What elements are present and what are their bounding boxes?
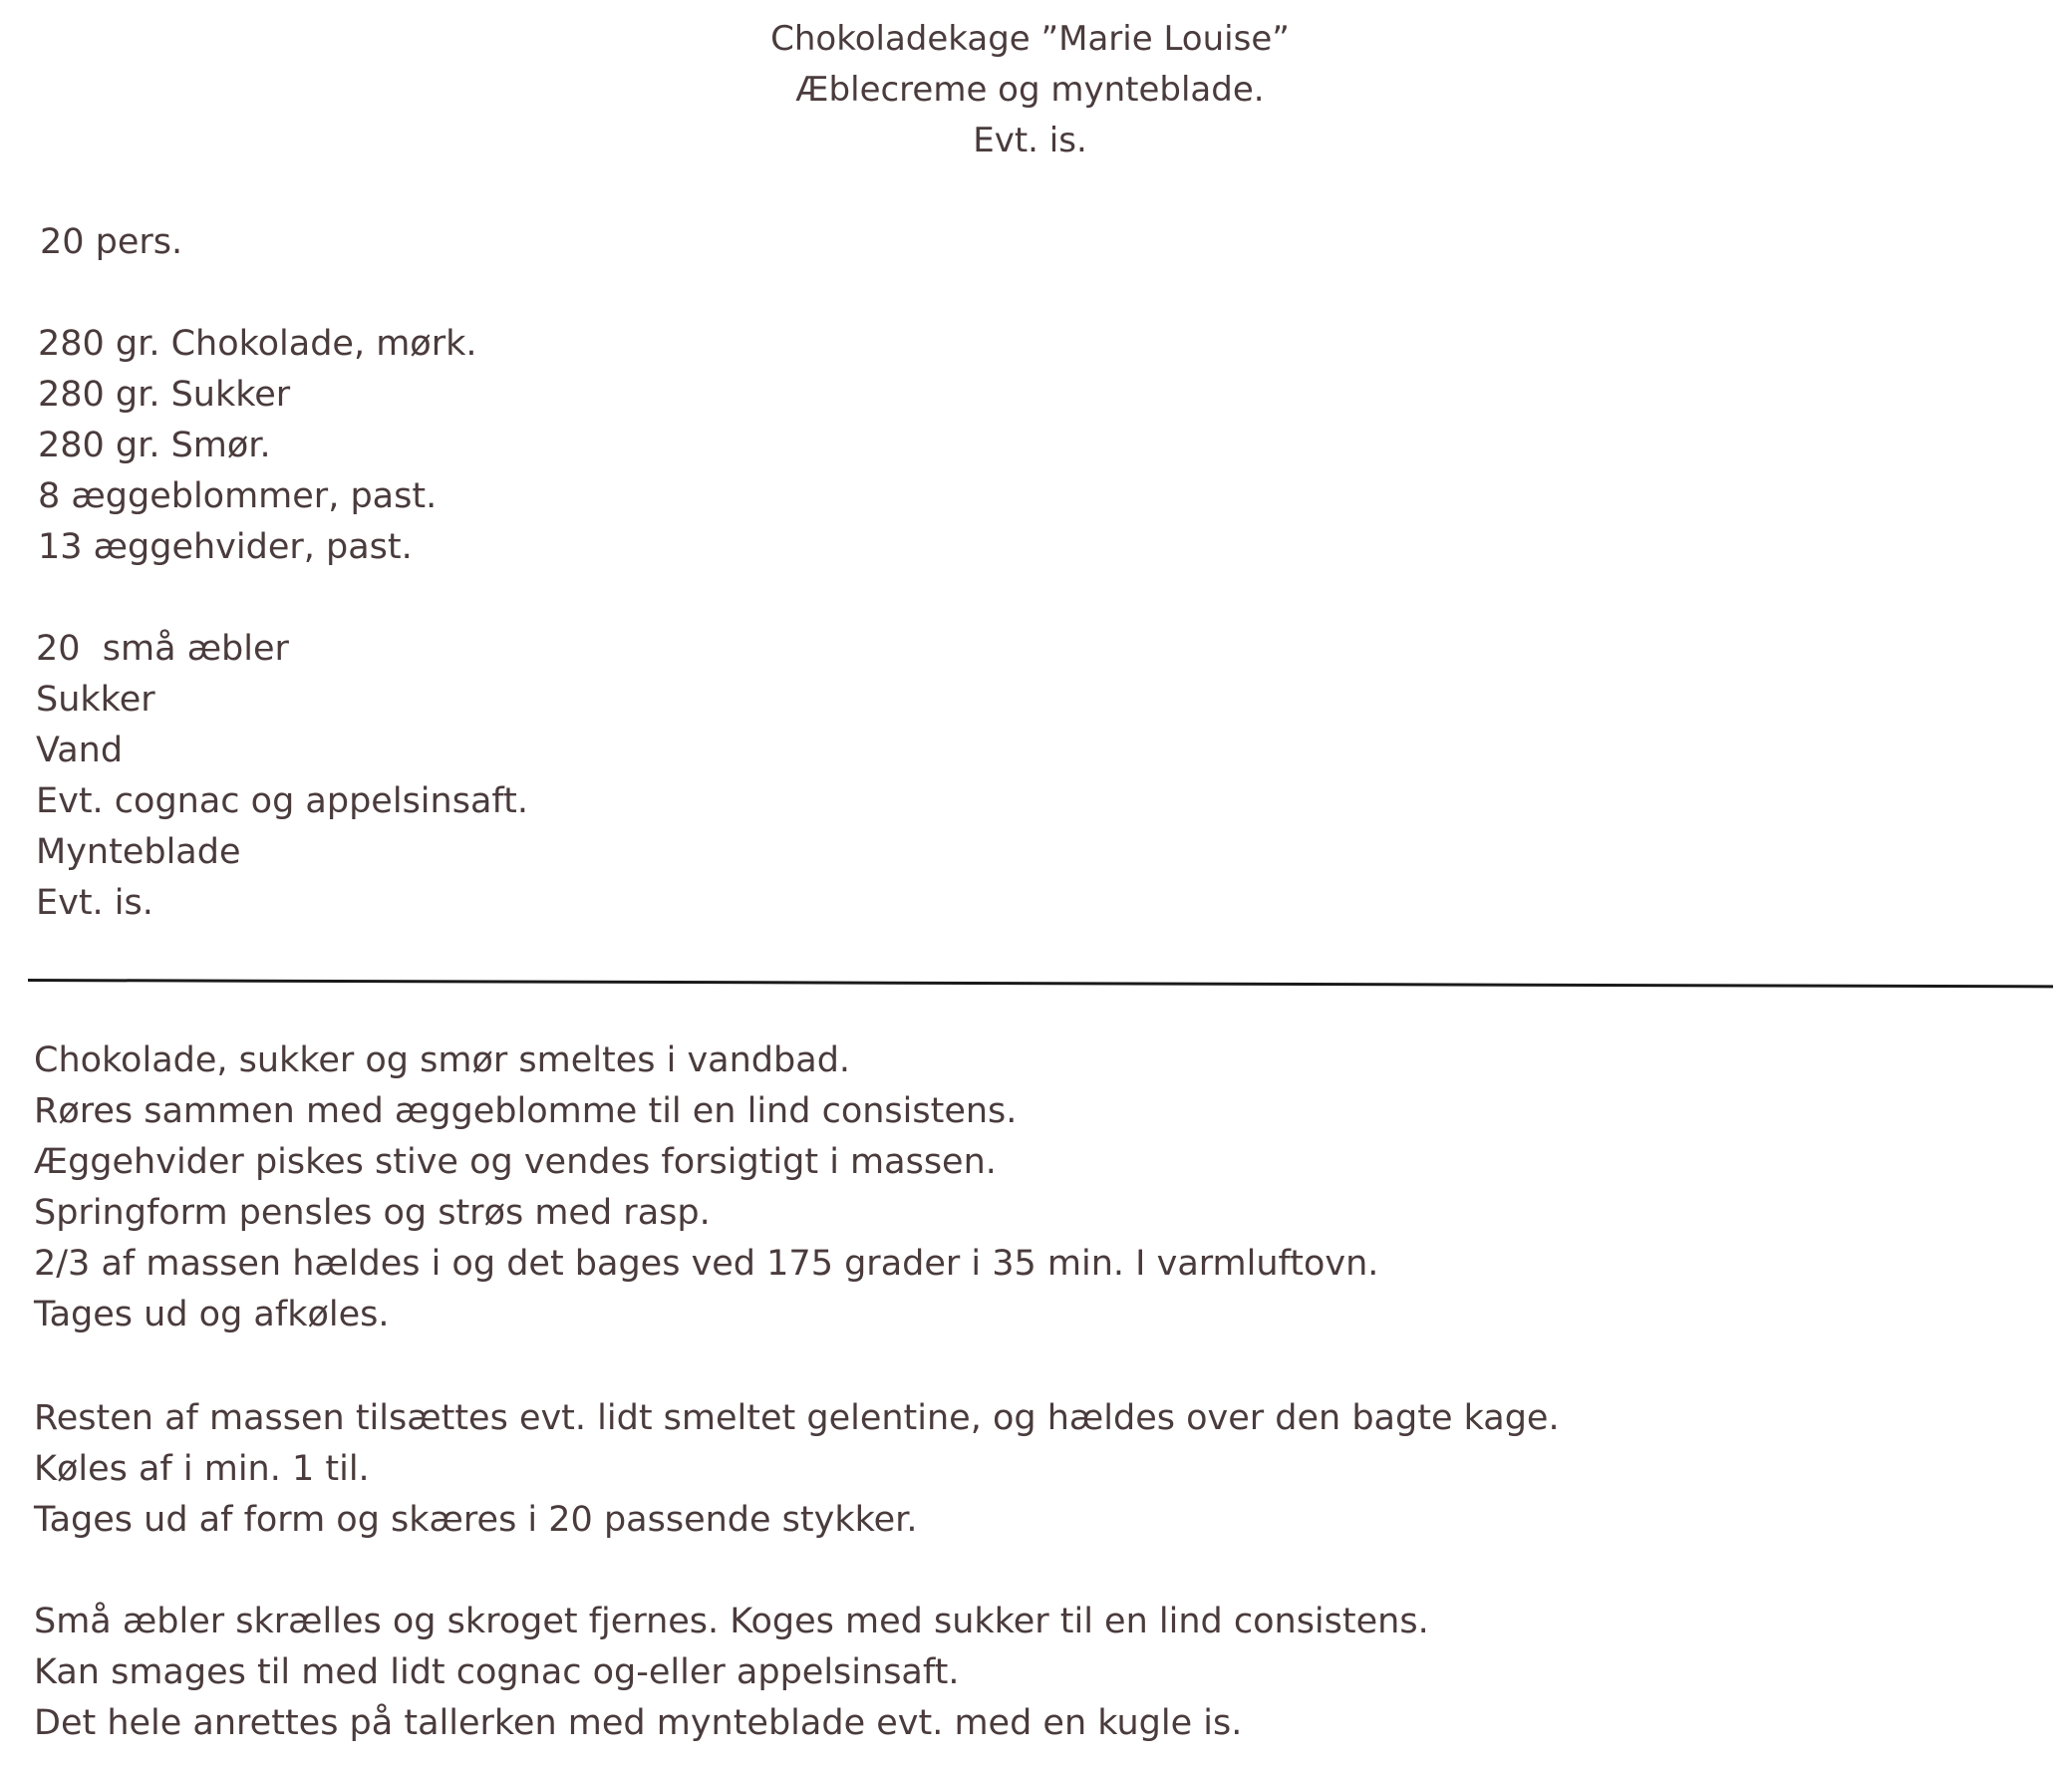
method-topping — [34, 1393, 1560, 1546]
ingredient-item: Evt. is. — [36, 883, 153, 923]
method-step: Chokolade, sukker og smør smeltes i vandbad. — [34, 1040, 851, 1080]
ingredient-item: 280 gr. Sukker — [38, 375, 291, 415]
ingredient-item: Vand — [36, 731, 124, 770]
servings: 20 pers. — [40, 222, 183, 262]
method-step: Små æbler skrælles og skroget fjernes. Koges med sukker til en lind consistens. — [34, 1602, 1429, 1641]
method-step: 2/3 af massen hældes i og det bages ved 175 grader i 35 min. I varmluftovn. — [34, 1244, 1379, 1284]
method-step: Æggehvider piskes stive og vendes forsigtigt i massen. — [34, 1142, 997, 1182]
ingredients-cake-list — [38, 319, 477, 573]
ingredient-item: Evt. cognac og appelsinsaft. — [36, 781, 528, 821]
ingredient-item: 280 gr. Chokolade, mørk. — [38, 324, 477, 364]
method-apple — [34, 1597, 1429, 1749]
method-step: Røres sammen med æggeblomme til en lind consistens. — [34, 1091, 1018, 1131]
method-step: Springform pensles og strøs med rasp. — [34, 1193, 711, 1233]
ingredient-item: 20 små æbler — [36, 629, 289, 669]
method-step: Køles af i min. 1 til. — [34, 1449, 370, 1489]
section-divider — [28, 979, 2053, 988]
method-step: Kan smages til med lidt cognac og-eller appelsinsaft. — [34, 1652, 960, 1692]
method-step: Det hele anrettes på tallerken med mynteblade evt. med en kugle is. — [34, 1703, 1243, 1743]
method-cake — [34, 1035, 1378, 1340]
method-step: Tages ud af form og skæres i 20 passende stykker. — [34, 1500, 918, 1540]
method-step: Resten af massen tilsættes evt. lidt smeltet gelentine, og hældes over den bagte kage. — [34, 1398, 1560, 1438]
ingredient-item: 13 æggehvider, past. — [38, 527, 413, 567]
recipe-header — [0, 14, 2072, 166]
recipe-subtitle: Æblecreme og mynteblade. — [795, 70, 1265, 110]
ingredient-item: 280 gr. Smør. — [38, 426, 271, 465]
ingredient-item: Mynteblade — [36, 832, 241, 872]
ingredient-item: Sukker — [36, 680, 155, 720]
method-step: Tages ud og afkøles. — [34, 1295, 390, 1334]
recipe-note: Evt. is. — [973, 121, 1087, 160]
ingredients-apple-list — [36, 624, 528, 929]
ingredient-item: 8 æggeblommer, past. — [38, 476, 438, 516]
recipe-title: Chokoladekage ”Marie Louise” — [770, 19, 1290, 59]
